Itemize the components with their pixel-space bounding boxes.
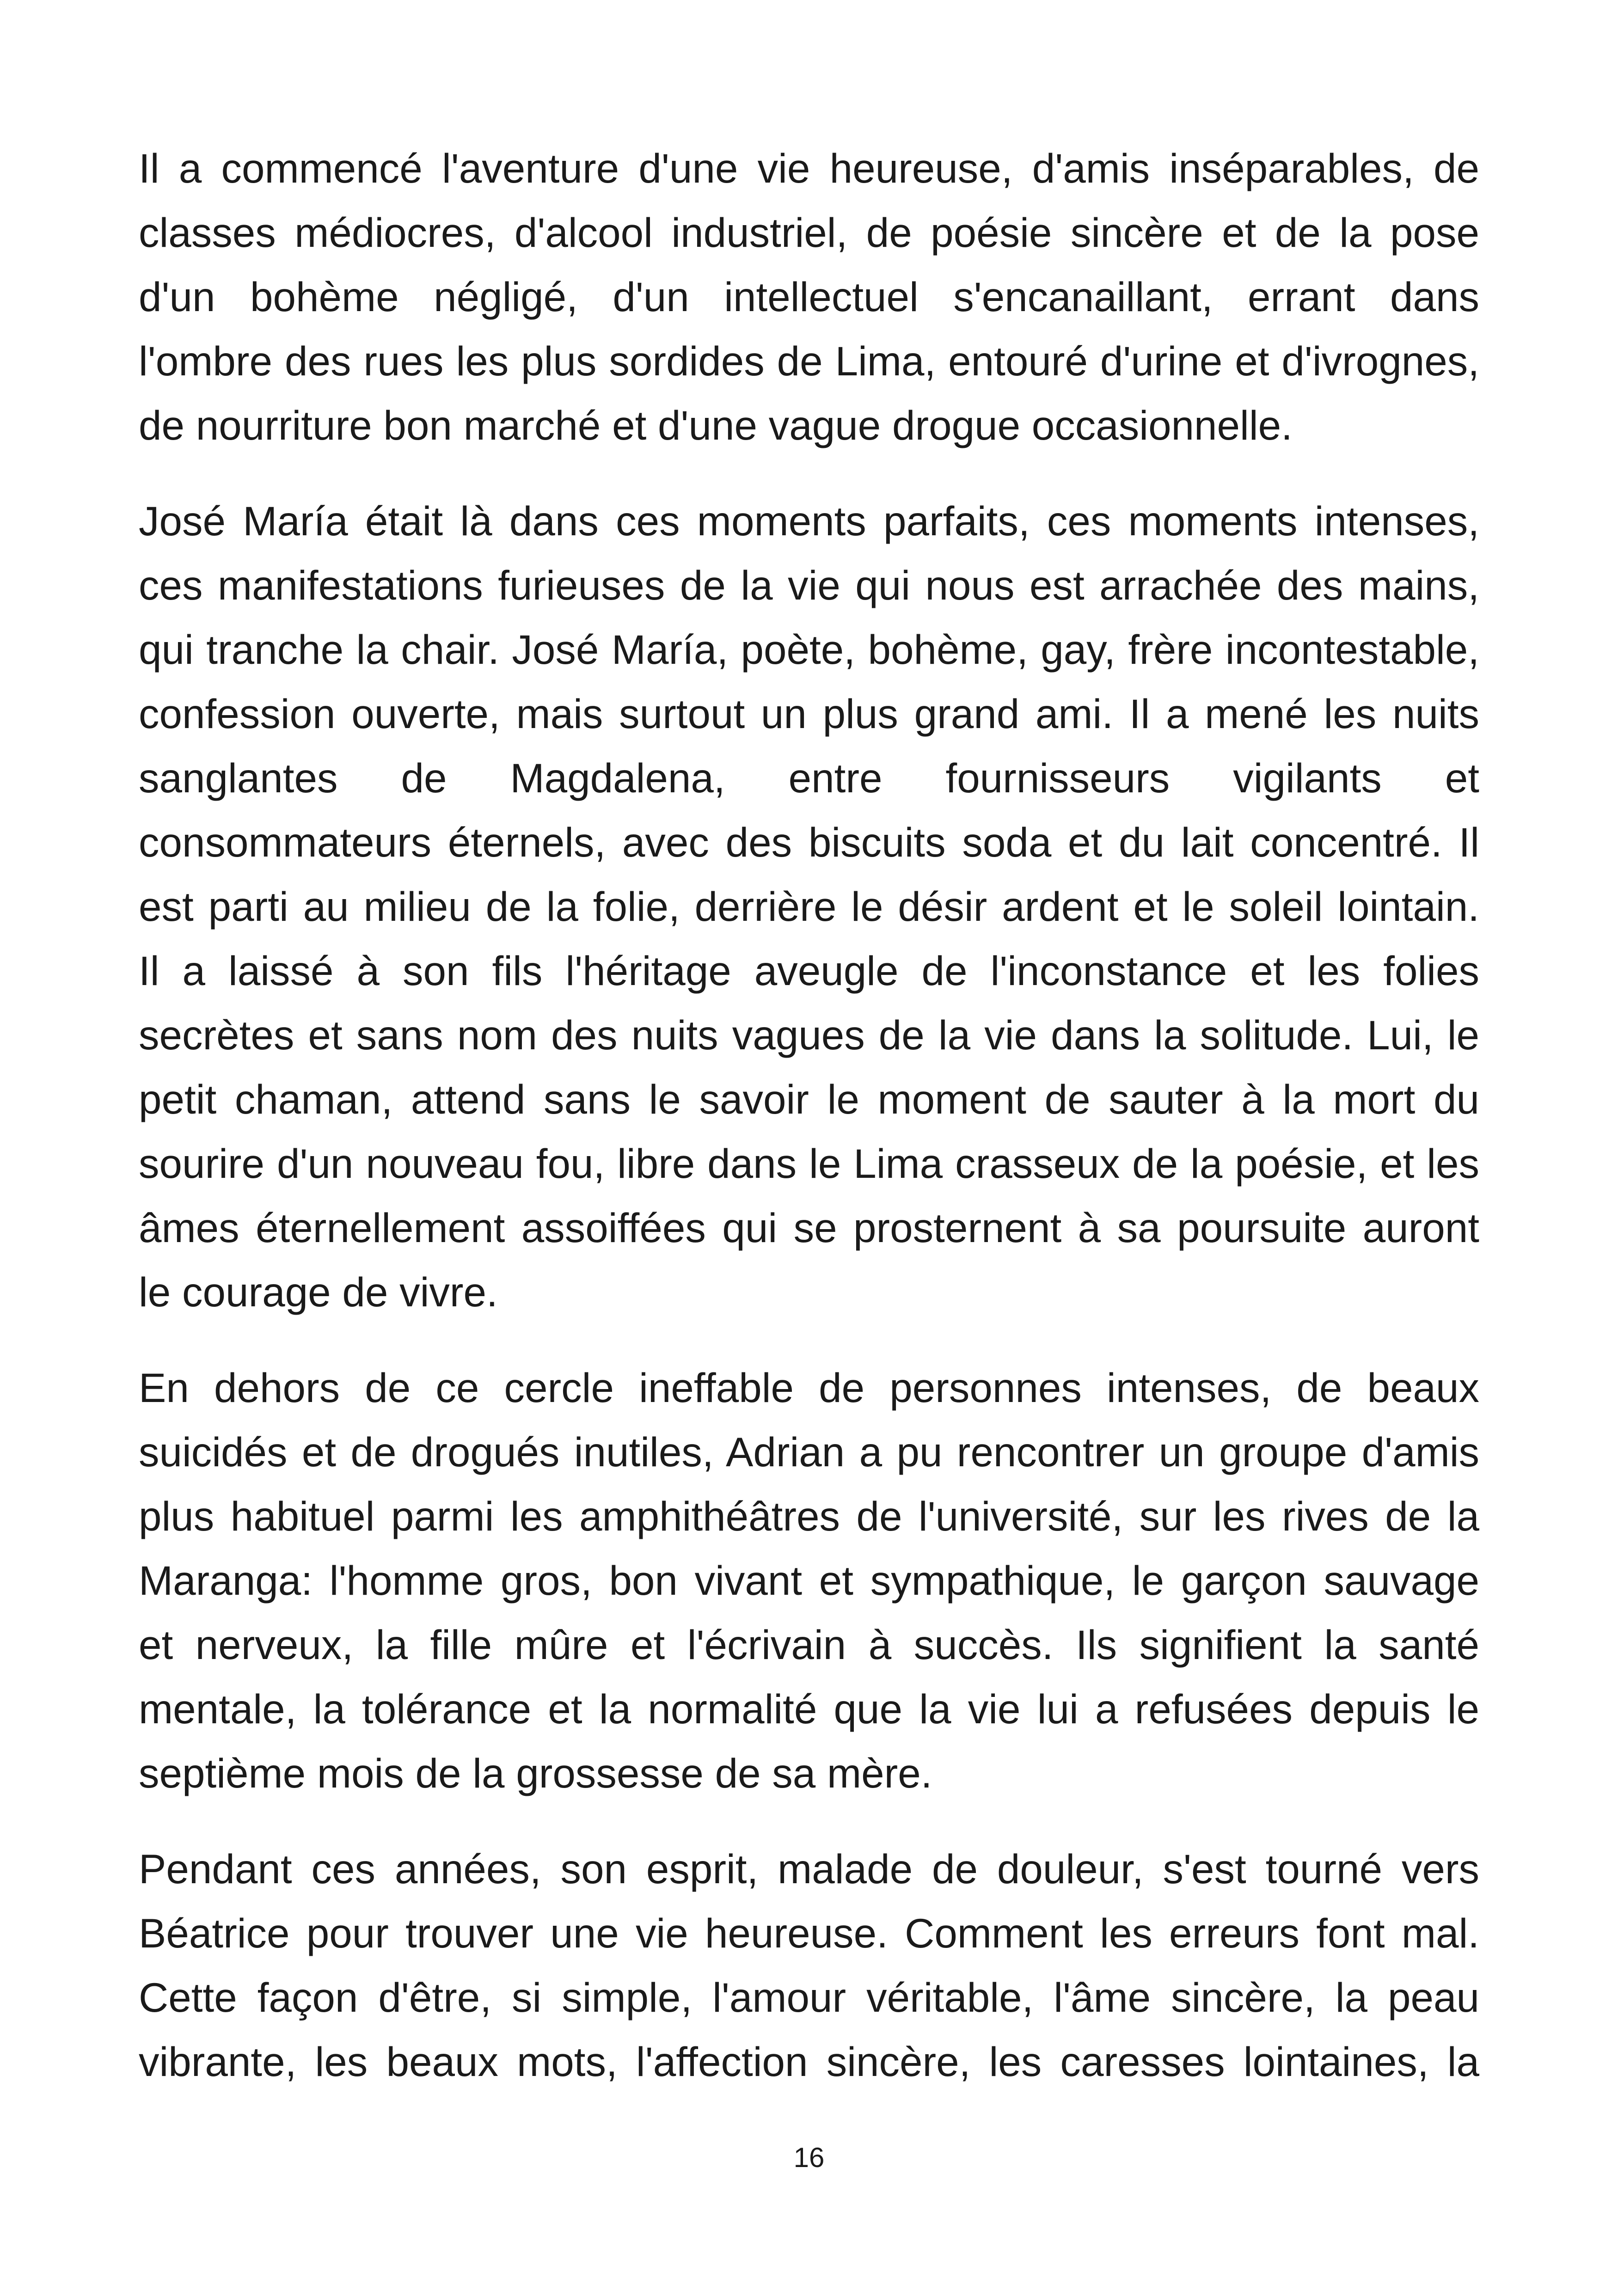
text-line: José María était là dans ces moments parfaits, ces moments intenses,	[139, 498, 1479, 544]
text-line: âmes éternellement assoiffées qui se prosternent à sa poursuite auront	[139, 1205, 1479, 1251]
text-line: l'ombre des rues les plus sordides de Lima, entouré d'urine et d'ivrognes,	[139, 338, 1479, 384]
text-line: vibrante, les beaux mots, l'affection sincère, les caresses lointaines, la	[139, 2039, 1479, 2085]
text-line: d'un bohème négligé, d'un intellectuel s'encanaillant, errant dans	[139, 274, 1479, 320]
text-line: Cette façon d'être, si simple, l'amour véritable, l'âme sincère, la peau	[139, 1974, 1479, 2020]
text-line: qui tranche la chair. José María, poète, bohème, gay, frère incontestable,	[139, 626, 1479, 673]
paragraph-4	[139, 1837, 1479, 2094]
text-line: Béatrice pour trouver une vie heureuse. Comment les erreurs font mal.	[139, 1910, 1479, 1956]
text-line: petit chaman, attend sans le savoir le moment de sauter à la mort du	[139, 1076, 1479, 1122]
text-line: consommateurs éternels, avec des biscuits soda et du lait concentré. Il	[139, 819, 1479, 865]
text-line: suicidés et de drogués inutiles, Adrian a pu rencontrer un groupe d'amis	[139, 1429, 1479, 1475]
text-line: Il a commencé l'aventure d'une vie heureuse, d'amis inséparables, de	[139, 145, 1479, 191]
text-line: Il a laissé à son fils l'héritage aveugle de l'inconstance et les folies	[139, 948, 1479, 994]
text-line: sourire d'un nouveau fou, libre dans le Lima crasseux de la poésie, et les	[139, 1140, 1479, 1187]
text-line: le courage de vivre.	[139, 1269, 498, 1315]
text-line: plus habituel parmi les amphithéâtres de l'université, sur les rives de la	[139, 1493, 1479, 1539]
text-line: de nourriture bon marché et d'une vague drogue occasionnelle.	[139, 402, 1293, 448]
text-line: ces manifestations furieuses de la vie qui nous est arrachée des mains,	[139, 562, 1479, 608]
text-line: sanglantes de Magdalena, entre fournisseurs vigilants et	[139, 755, 1479, 801]
paragraph-3	[139, 1356, 1479, 1806]
text-line: confession ouverte, mais surtout un plus grand ami. Il a mené les nuits	[139, 691, 1479, 737]
text-line: Pendant ces années, son esprit, malade de douleur, s'est tourné vers	[139, 1846, 1479, 1892]
page-number: 16	[793, 2142, 825, 2173]
text-line: Maranga: l'homme gros, bon vivant et sympathique, le garçon sauvage	[139, 1557, 1479, 1604]
body-text	[139, 136, 1479, 2125]
text-line: est parti au milieu de la folie, derrière le désir ardent et le soleil lointain.	[139, 883, 1479, 930]
text-line: secrètes et sans nom des nuits vagues de la vie dans la solitude. Lui, le	[139, 1012, 1479, 1058]
text-line: mentale, la tolérance et la normalité que la vie lui a refusées depuis le	[139, 1686, 1479, 1732]
paragraph-1	[139, 136, 1479, 458]
text-line: En dehors de ce cercle ineffable de personnes intenses, de beaux	[139, 1365, 1479, 1411]
text-line: classes médiocres, d'alcool industriel, de poésie sincère et de la pose	[139, 209, 1479, 256]
text-line: septième mois de la grossesse de sa mère.	[139, 1750, 932, 1796]
paragraph-2	[139, 489, 1479, 1324]
text-line: et nerveux, la fille mûre et l'écrivain à succès. Ils signifient la santé	[139, 1622, 1479, 1668]
